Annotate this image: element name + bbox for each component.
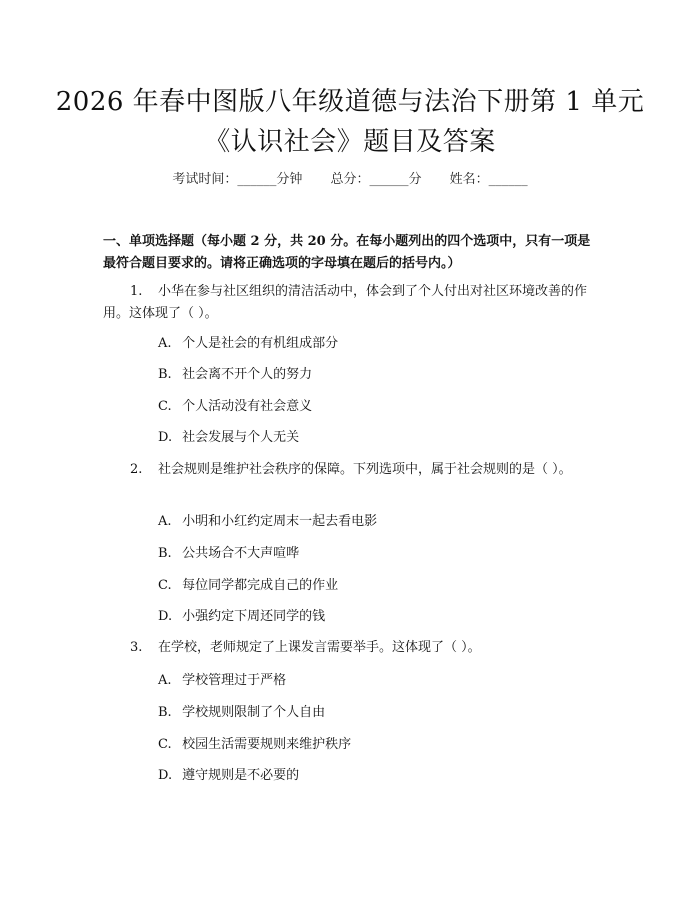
question-3-option-d [158, 766, 299, 786]
option-letter: C. [158, 737, 172, 752]
option-text: 学校管理过于严格 [182, 673, 287, 688]
question-1-option-b [158, 365, 312, 385]
option-text: 个人活动没有社会意义 [182, 399, 313, 414]
option-letter: D. [158, 609, 173, 624]
question-2-option-c [158, 576, 338, 596]
question-2 [103, 459, 603, 481]
exam-total-score: 总分：______分 [330, 172, 422, 187]
option-letter: A. [158, 336, 172, 351]
question-2-option-d [158, 607, 325, 627]
question-3-option-a [158, 671, 286, 691]
option-text: 学校规则限制了个人自由 [182, 705, 326, 720]
document-title: 2026 年春中图版八年级道德与法治下册第 1 单元《认识社会》题目及答案 [55, 87, 645, 157]
question-2-option-b [158, 544, 299, 564]
question-3-option-b [158, 703, 325, 723]
option-text: 公共场合不大声喧哗 [182, 546, 300, 561]
option-letter: D. [158, 768, 173, 783]
option-text: 社会发展与个人无关 [182, 430, 300, 445]
option-text: 每位同学都完成自己的作业 [182, 578, 339, 593]
option-letter: A. [158, 514, 172, 529]
question-3-option-c [158, 735, 351, 755]
option-text: 校园生活需要规则来维护秩序 [182, 737, 352, 752]
question-1-option-c [158, 397, 312, 417]
exam-meta [0, 168, 700, 187]
option-letter: C. [158, 399, 172, 414]
question-text: 社会规则是维护社会秩序的保障。下列选项中，属于社会规则的是（ ）。 [158, 462, 572, 477]
option-text: 小强约定下周还同学的钱 [182, 609, 326, 624]
option-letter: D. [158, 430, 173, 445]
option-letter: B. [158, 546, 172, 561]
question-1 [103, 281, 603, 325]
exam-time: 考试时间：______分钟 [172, 172, 303, 187]
question-number: 2. [130, 462, 143, 477]
question-1-option-a [158, 334, 338, 354]
question-1-option-d [158, 428, 299, 448]
question-2-option-a [158, 512, 377, 532]
option-text: 个人是社会的有机组成部分 [182, 336, 339, 351]
section-heading: 一、单项选择题（每小题 2 分，共 20 分。在每小题列出的四个选项中，只有一项是最符合题目要求的。请将正确选项的字母填在题后的括号内。） [103, 234, 591, 271]
question-3 [103, 637, 603, 659]
option-letter: B. [158, 705, 172, 720]
question-number: 3. [130, 640, 143, 655]
option-text: 遵守规则是不必要的 [182, 768, 300, 783]
option-text: 社会离不开个人的努力 [182, 367, 313, 382]
option-letter: B. [158, 367, 172, 382]
question-text: 小华在参与社区组织的清洁活动中，体会到了个人付出对社区环境改善的作用。这体现了（ ）。 [103, 284, 588, 321]
question-text: 在学校，老师规定了上课发言需要举手。这体现了（ ）。 [158, 640, 481, 655]
question-number: 1. [130, 284, 143, 299]
option-letter: A. [158, 673, 172, 688]
option-letter: C. [158, 578, 172, 593]
option-text: 小明和小红约定周末一起去看电影 [182, 514, 378, 529]
student-name-field: 姓名：______ [449, 172, 528, 187]
